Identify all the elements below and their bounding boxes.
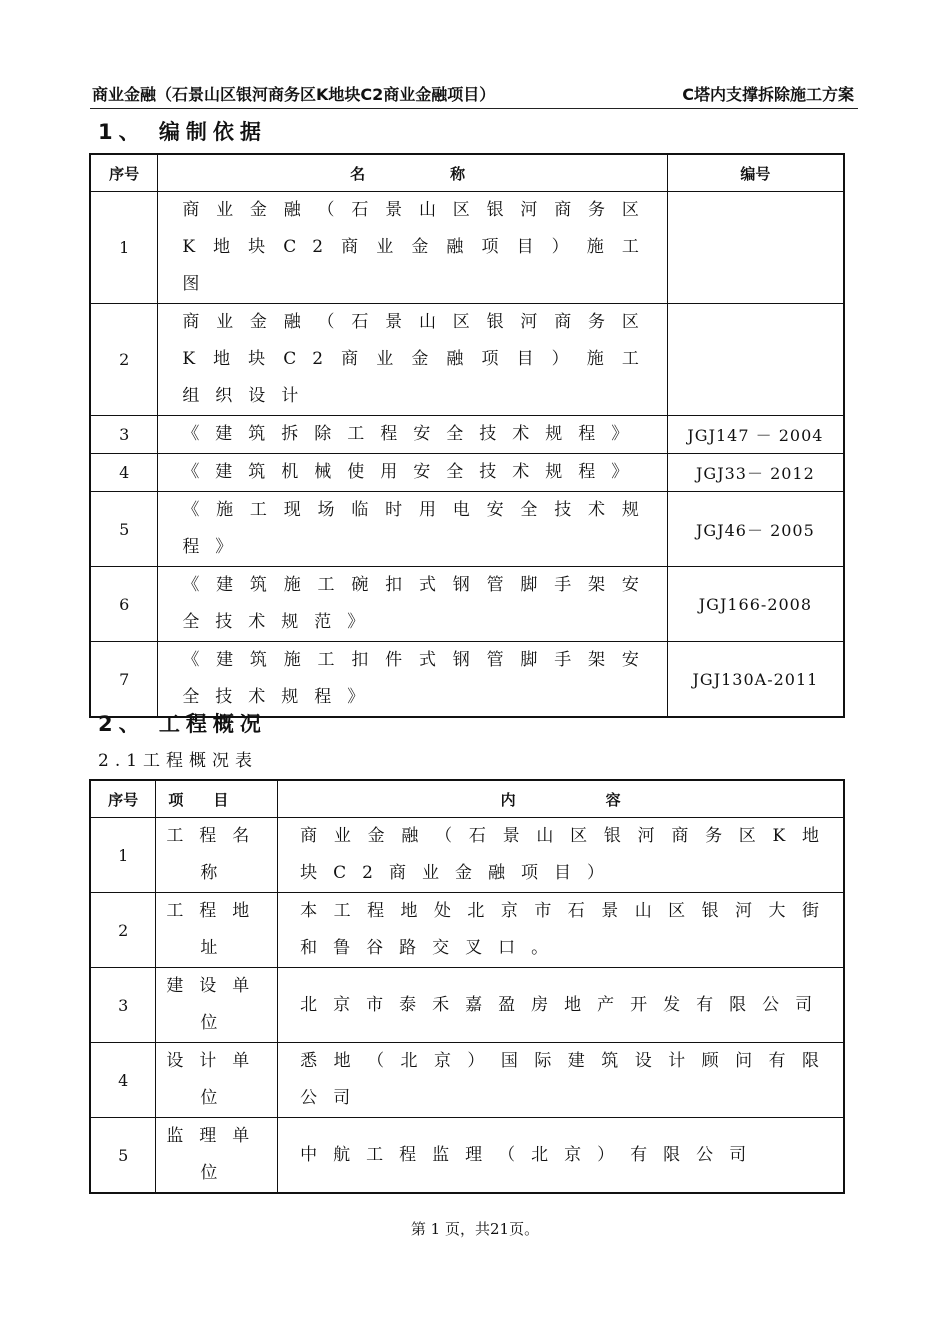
item-label-line1: 工程名 — [166, 826, 266, 846]
section-2-heading: 2、 工程概况 — [98, 712, 267, 736]
document-name: 《建筑机械使用安全技术规程》 — [158, 454, 668, 492]
item-label-line1: 监理单 — [166, 1126, 266, 1146]
basis-table — [89, 153, 845, 718]
item-label-line2: 位 — [200, 1163, 234, 1183]
project-overview-table — [89, 779, 845, 1194]
item-content: 悉地（北京）国际建筑设计顾问有限公司 — [278, 1043, 844, 1118]
row-number: 3 — [90, 416, 158, 454]
row-number: 5 — [90, 1118, 156, 1194]
document-name: 《施工现场临时用电安全技术规程》 — [158, 492, 668, 567]
section-2-1-subheading: 2.1工程概况表 — [98, 751, 259, 771]
item-content: 北京市泰禾嘉盈房地产开发有限公司 — [278, 968, 844, 1043]
item-label-line2: 位 — [200, 1088, 234, 1108]
document-code: JGJ46－ 2005 — [667, 492, 844, 567]
document-code: JGJ130A-2011 — [667, 642, 844, 718]
basis-table-header — [90, 154, 844, 192]
table-row — [90, 416, 844, 454]
page-footer: 第 1 页，共21页。 — [410, 1220, 540, 1238]
document-code: JGJ33－ 2012 — [667, 454, 844, 492]
row-number: 4 — [90, 454, 158, 492]
table-row — [90, 492, 844, 567]
item-label — [156, 1043, 278, 1118]
table-row — [90, 567, 844, 642]
overview-table-header — [90, 780, 844, 818]
row-number: 2 — [90, 893, 156, 968]
item-label-line1: 建设单 — [166, 976, 266, 996]
table-row — [90, 893, 844, 968]
item-label — [156, 893, 278, 968]
item-label-line2: 址 — [200, 938, 234, 958]
col-header-no: 序号 — [90, 154, 158, 192]
table-row — [90, 192, 844, 304]
table-row — [90, 454, 844, 492]
section-1-heading: 1、 编制依据 — [98, 120, 267, 144]
table-row — [90, 642, 844, 718]
row-number: 1 — [90, 192, 158, 304]
document-name: 商业金融（石景山区银河商务区K地块C2商业金融项目）施工图 — [158, 192, 668, 304]
item-label-line2: 位 — [200, 1013, 234, 1033]
document-code: JGJ166-2008 — [667, 567, 844, 642]
item-label — [156, 818, 278, 893]
item-label-line1: 设计单 — [166, 1051, 266, 1071]
table-row — [90, 968, 844, 1043]
table-row — [90, 1043, 844, 1118]
row-number: 5 — [90, 492, 158, 567]
table-row — [90, 304, 844, 416]
table-row — [90, 1118, 844, 1194]
col-header-code: 编号 — [667, 154, 844, 192]
item-label — [156, 968, 278, 1043]
page-header — [90, 80, 858, 109]
row-number: 1 — [90, 818, 156, 893]
row-number: 2 — [90, 304, 158, 416]
document-name: 《建筑拆除工程安全技术规程》 — [158, 416, 668, 454]
document-name: 商业金融（石景山区银河商务区K地块C2商业金融项目）施工组织设计 — [158, 304, 668, 416]
row-number: 6 — [90, 567, 158, 642]
row-number: 4 — [90, 1043, 156, 1118]
col-header-item: 项 目 — [156, 780, 278, 818]
item-content: 中航工程监理（北京）有限公司 — [278, 1118, 844, 1194]
row-number: 3 — [90, 968, 156, 1043]
item-label-line1: 工程地 — [166, 901, 266, 921]
row-number: 7 — [90, 642, 158, 718]
col-header-no: 序号 — [90, 780, 156, 818]
document-name: 《建筑施工碗扣式钢管脚手架安全技术规范》 — [158, 567, 668, 642]
col-header-name: 名 称 — [158, 154, 668, 192]
document-code: JGJ147 － 2004 — [667, 416, 844, 454]
header-project-name: 商业金融（石景山区银河商务区K地块C2商业金融项目） — [92, 85, 496, 104]
item-label-line2: 称 — [200, 863, 234, 883]
header-document-title: C塔内支撑拆除施工方案 — [682, 85, 854, 104]
document-name: 《建筑施工扣件式钢管脚手架安全技术规程》 — [158, 642, 668, 718]
table-row — [90, 818, 844, 893]
col-header-content: 内 容 — [278, 780, 844, 818]
document-code — [667, 304, 844, 416]
item-content: 本工程地处北京市石景山区银河大街和鲁谷路交叉口。 — [278, 893, 844, 968]
item-label — [156, 1118, 278, 1194]
item-content: 商业金融（石景山区银河商务区K地块C2商业金融项目） — [278, 818, 844, 893]
document-code — [667, 192, 844, 304]
